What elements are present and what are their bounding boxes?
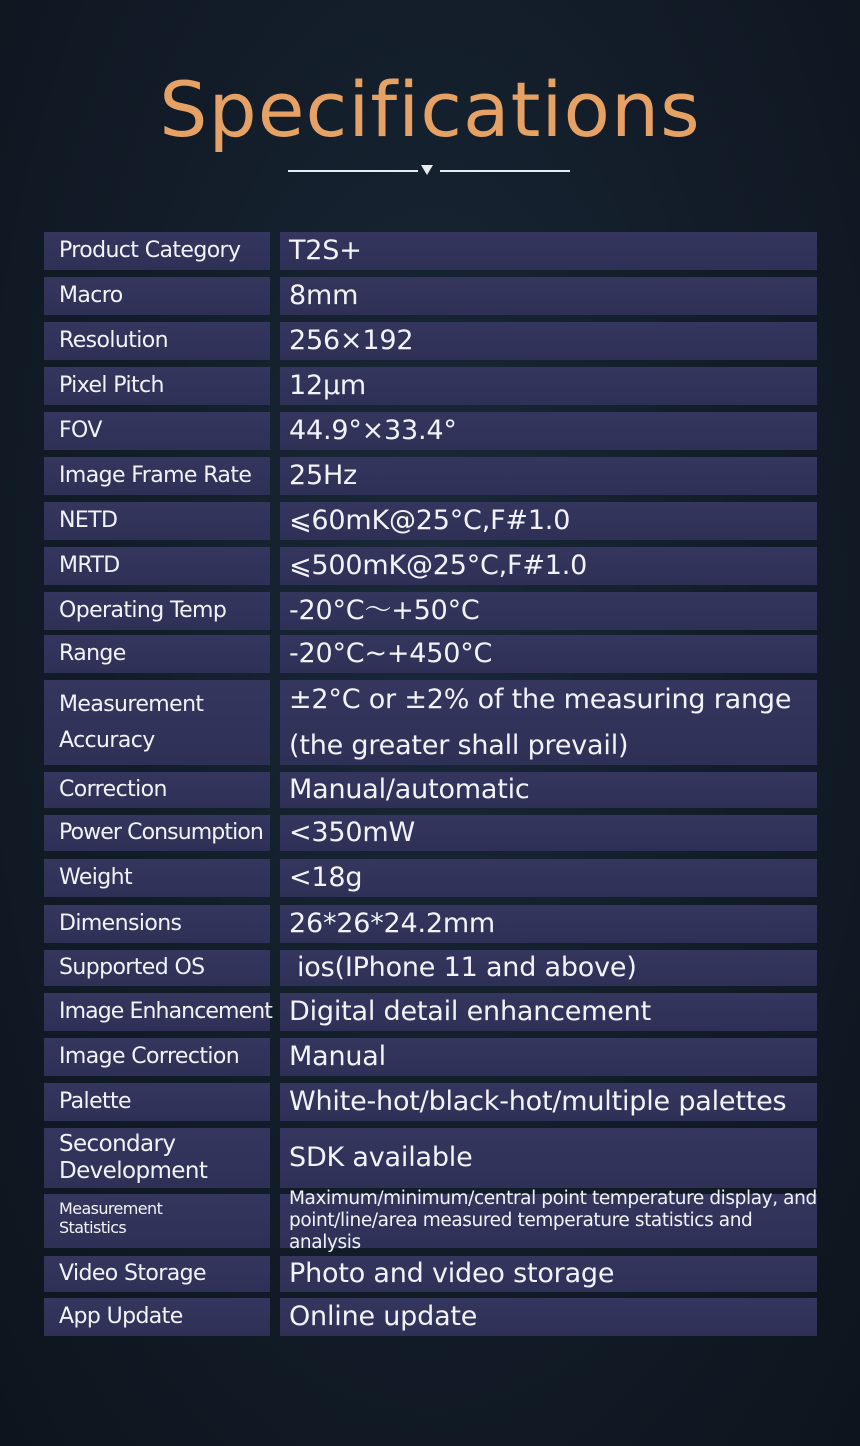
spec-value: T2S+ (280, 232, 817, 270)
spec-value: Digital detail enhancement (280, 993, 817, 1031)
spec-value: -20°C~+450°C (280, 635, 817, 673)
spec-value: <18g (280, 859, 817, 897)
spec-row (44, 412, 817, 450)
spec-key: Resolution (44, 322, 270, 360)
spec-row (44, 993, 817, 1031)
spec-value: Manual/automatic (280, 772, 817, 808)
spec-row (44, 1128, 817, 1188)
spec-row (44, 322, 817, 360)
spec-value: White-hot/black-hot/multiple palettes (280, 1083, 817, 1121)
spec-value: Manual (280, 1038, 817, 1076)
title-divider (288, 162, 570, 178)
spec-row (44, 635, 817, 673)
spec-key: Correction (44, 772, 270, 808)
spec-value: 12μm (280, 367, 817, 405)
spec-row (44, 232, 817, 270)
spec-key: Pixel Pitch (44, 367, 270, 405)
spec-value: 44.9°×33.4° (280, 412, 817, 450)
spec-row (44, 815, 817, 851)
spec-row (44, 457, 817, 495)
spec-key: Palette (44, 1083, 270, 1121)
spec-value: SDK available (280, 1128, 817, 1188)
spec-row (44, 277, 817, 315)
spec-value: Maximum/minimum/central point temperature display, and point/line/area measured temperature statistics and analysis (280, 1194, 817, 1248)
spec-value: Photo and video storage (280, 1256, 817, 1292)
spec-key: Power Consumption (44, 815, 270, 851)
spec-row (44, 547, 817, 585)
spec-row (44, 1038, 817, 1076)
spec-row (44, 905, 817, 943)
spec-value: Online update (280, 1298, 817, 1336)
spec-key: Image Frame Rate (44, 457, 270, 495)
spec-value: 25Hz (280, 457, 817, 495)
spec-row (44, 1256, 817, 1292)
spec-key: App Update (44, 1298, 270, 1336)
spec-key: Measurement Statistics (44, 1194, 270, 1248)
spec-value: 26*26*24.2mm (280, 905, 817, 943)
spec-key: NETD (44, 502, 270, 540)
spec-key: Operating Temp (44, 592, 270, 630)
spec-row (44, 1298, 817, 1336)
spec-key: Macro (44, 277, 270, 315)
spec-row (44, 592, 817, 630)
spec-key: Image Enhancement (44, 993, 270, 1031)
spec-key: Measurement Accuracy (44, 680, 270, 765)
chevron-down-icon (421, 165, 433, 175)
spec-row (44, 950, 817, 986)
spec-value: 256×192 (280, 322, 817, 360)
spec-row (44, 772, 817, 808)
spec-row (44, 1188, 817, 1253)
spec-value: ⩽500mK@25°C,F#1.0 (280, 547, 817, 585)
spec-key: FOV (44, 412, 270, 450)
spec-key: MRTD (44, 547, 270, 585)
spec-key: Image Correction (44, 1038, 270, 1076)
spec-key: Supported OS (44, 950, 270, 986)
spec-value: -20°C～+50°C (280, 592, 817, 630)
spec-row (44, 502, 817, 540)
spec-row (44, 680, 817, 765)
spec-value: 8mm (280, 277, 817, 315)
spec-key: Product Category (44, 232, 270, 270)
spec-value: ios(IPhone 11 and above) (280, 950, 817, 986)
spec-key: Video Storage (44, 1256, 270, 1292)
spec-row (44, 1083, 817, 1121)
spec-key: Secondary Development (44, 1128, 270, 1188)
page-title: Specifications (159, 65, 701, 154)
spec-key: Weight (44, 859, 270, 897)
spec-row (44, 859, 817, 897)
spec-value: <350mW (280, 815, 817, 851)
spec-value: ±2°C or ±2% of the measuring range (the greater shall prevail) (280, 680, 817, 765)
spec-row (44, 367, 817, 405)
spec-key: Range (44, 635, 270, 673)
spec-value: ⩽60mK@25°C,F#1.0 (280, 502, 817, 540)
spec-key: Dimensions (44, 905, 270, 943)
